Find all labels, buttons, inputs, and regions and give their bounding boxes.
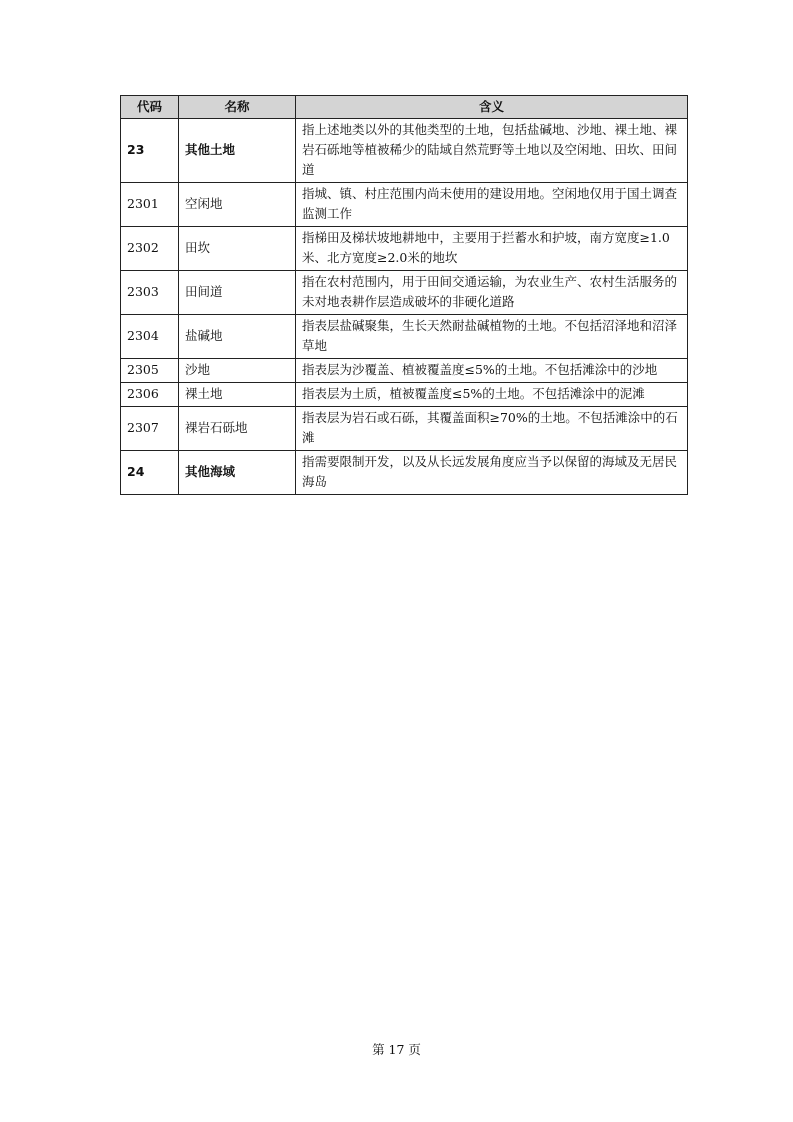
- table-row: [121, 407, 688, 451]
- table-header-row: [121, 96, 688, 119]
- row-name: 田坎: [179, 227, 296, 271]
- row-code: 2304: [121, 315, 179, 359]
- row-code: 24: [121, 451, 179, 495]
- row-code: 2303: [121, 271, 179, 315]
- row-meaning: 指在农村范围内，用于田间交通运输，为农业生产、农村生活服务的未对地表耕作层造成破坏的非硬化道路: [296, 271, 688, 315]
- row-name: 沙地: [179, 359, 296, 383]
- header-meaning: 含义: [296, 96, 688, 119]
- row-name: 盐碱地: [179, 315, 296, 359]
- row-code: 2301: [121, 183, 179, 227]
- table-row: [121, 315, 688, 359]
- row-meaning: 指梯田及梯状坡地耕地中，主要用于拦蓄水和护坡，南方宽度≥1.0米、北方宽度≥2.0米的地坎: [296, 227, 688, 271]
- row-meaning: 指表层为沙覆盖、植被覆盖度≤5%的土地。不包括滩涂中的沙地: [296, 359, 688, 383]
- header-name: 名称: [179, 96, 296, 119]
- row-name: 其他土地: [179, 119, 296, 183]
- row-code: 2307: [121, 407, 179, 451]
- row-meaning: 指城、镇、村庄范围内尚未使用的建设用地。空闲地仅用于国土调查监测工作: [296, 183, 688, 227]
- table-row: [121, 271, 688, 315]
- row-code: 2305: [121, 359, 179, 383]
- row-meaning: 指表层盐碱聚集，生长天然耐盐碱植物的土地。不包括沼泽地和沼泽草地: [296, 315, 688, 359]
- row-code: 2302: [121, 227, 179, 271]
- table-row: [121, 359, 688, 383]
- row-meaning: 指需要限制开发，以及从长远发展角度应当予以保留的海域及无居民海岛: [296, 451, 688, 495]
- row-name: 其他海域: [179, 451, 296, 495]
- table-row: [121, 227, 688, 271]
- land-use-table: [120, 95, 688, 495]
- row-name: 空闲地: [179, 183, 296, 227]
- header-code: 代码: [121, 96, 179, 119]
- row-meaning: 指表层为岩石或石砾，其覆盖面积≥70%的土地。不包括滩涂中的石滩: [296, 407, 688, 451]
- row-meaning: 指上述地类以外的其他类型的土地，包括盐碱地、沙地、裸土地、裸岩石砾地等植被稀少的陆域自然荒野等土地以及空闲地、田坎、田间道: [296, 119, 688, 183]
- table-row: [121, 183, 688, 227]
- table-row: [121, 119, 688, 183]
- table-row: [121, 451, 688, 495]
- row-meaning: 指表层为土质，植被覆盖度≤5%的土地。不包括滩涂中的泥滩: [296, 383, 688, 407]
- row-code: 2306: [121, 383, 179, 407]
- row-code: 23: [121, 119, 179, 183]
- page-number: 第 17 页: [372, 1042, 421, 1057]
- row-name: 裸岩石砾地: [179, 407, 296, 451]
- table-row: [121, 383, 688, 407]
- row-name: 田间道: [179, 271, 296, 315]
- row-name: 裸土地: [179, 383, 296, 407]
